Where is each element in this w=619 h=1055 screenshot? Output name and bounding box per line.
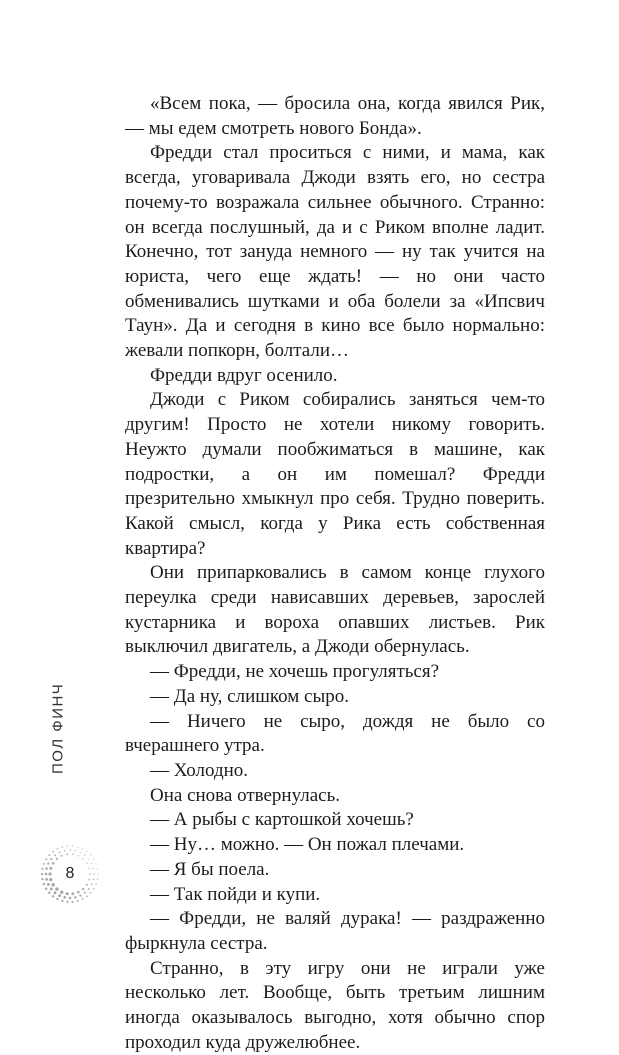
dialogue-line: — Так пойди и купи. [150,883,321,905]
dialogue-line: — Ничего не сыро, дождя не было со вчерашнего утра. [125,710,545,757]
paragraph: Они припарковались в самом конце глухого переулка среди нависавших деревьев, зарослей кустарника и вороха опавших листьев. Рик выключил двигатель, а Джоди обернулась. [125,562,545,658]
paragraph: Фредди вдруг осенило. [150,364,338,386]
page-number-badge [40,844,100,904]
paragraph: Фредди стал проситься с ними, и мама, как всегда, уговаривала Джоди взять его, но сестра почему-то возражала сильнее обычного. Странно: он всегда послушный, да и с Риком вполне ладит. Конечно, тот зануда немного — ну так учится на юриста, чего еще ждать! — но они часто обменивались шутками и оба болели за «Ипсвич Таун». Да и сегодня в кино все было нормально: жевали попкорн, болтали… [125,142,545,362]
dialogue-line: — Холодно. [150,759,249,781]
dialogue-line: — Фредди, не хочешь прогуляться? [150,661,440,683]
dialogue-line: — Фредди, не валяй дурака! — раздраженно фыркнула сестра. [125,908,545,954]
dialogue-line: — Ну… можно. — Он пожал плечами. [150,834,465,856]
paragraph: Она снова отвернулась. [150,784,341,806]
dialogue-line: — А рыбы с картошкой хочешь? [150,809,414,831]
running-head-author: ПОЛ ФИНЧ [49,682,67,774]
paragraph: Джоди с Риком собирались заняться чем-то другим! Просто не хотели никому говорить. Неужто думали пообжиматься в машине, как подростки, а он им помешал? Фредди презрительно хмыкнул про себя. Трудно поверить. Какой смысл, когда у Рика есть собственная квартира? [125,389,545,559]
body-text [125,92,545,1055]
paragraph: Странно, в эту игру они не играли уже несколько лет. Вообще, быть третьим лишним иногда оказывалось выгодно, хотя обычно спор проходил куда дружелюбнее. [125,957,545,1053]
paragraph: «Всем пока, — бросила она, когда явился Рик, — мы едем смотреть нового Бонда». [125,93,545,139]
dialogue-line: — Да ну, слишком сыро. [150,685,349,707]
dialogue-line: — Я бы поела. [150,858,270,880]
page-number: 8 [65,865,75,882]
